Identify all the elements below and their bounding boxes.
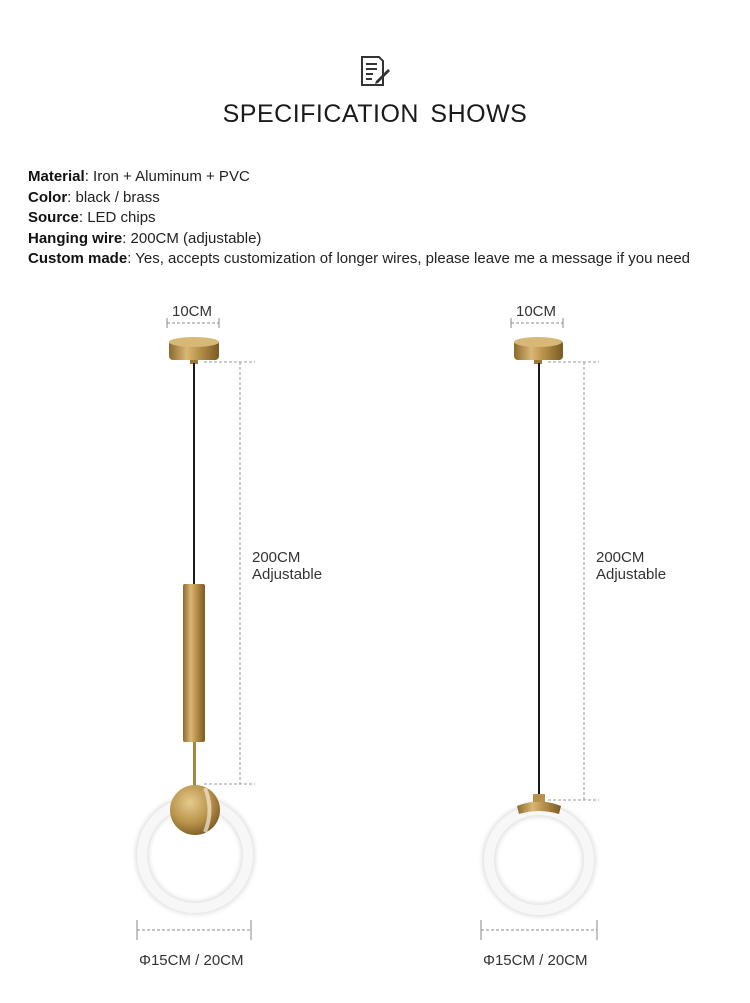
lamp1-ring-diameter: Φ15CM / 20CM: [139, 952, 244, 969]
spec-label: Source: [28, 209, 79, 226]
lamp1-wire-note: Adjustable: [252, 566, 323, 583]
lamp2-wire-note: Adjustable: [596, 566, 667, 583]
spec-value: : black / brass: [67, 188, 160, 206]
lamp1-canopy-width: 10CM: [172, 303, 213, 320]
spec-label: Color: [28, 188, 68, 206]
spec-value: : Iron + Aluminum + PVC: [84, 168, 250, 185]
lamp2-clip: [517, 794, 561, 814]
spec-label: Custom made: [28, 250, 128, 267]
lamp1-tube: [183, 584, 205, 790]
lamp1-wire-length: 200CM: [252, 549, 301, 566]
lamp1-canopy: [169, 337, 219, 364]
lamp2-canopy: [514, 337, 563, 364]
page-title: SPECIFICATION SHOWS: [222, 100, 528, 128]
lamp1-ball: [170, 785, 220, 835]
lamp1-ring-dimension: [137, 920, 251, 940]
lamp2-wire-dimension: [548, 362, 599, 800]
lamp2-ring-dimension: [481, 920, 597, 940]
lamp2-wire-length: 200CM: [596, 549, 645, 566]
spec-label: Material: [28, 168, 85, 185]
lamp1-canopy-dimension: [167, 318, 219, 328]
lamp2-wire-length-label: [596, 549, 666, 583]
spec-value: : Yes, accepts customization of longer wires, please leave me a message if you need: [127, 250, 691, 267]
spec-label: Hanging wire: [28, 229, 123, 247]
lamp2-ring-diameter: Φ15CM / 20CM: [483, 952, 588, 969]
lamp2-ring: [489, 810, 589, 910]
spec-value: : LED chips: [78, 209, 156, 226]
lamp1-wire-dimension: [204, 362, 255, 784]
spec-value: : 200CM (adjustable): [122, 229, 262, 247]
lamp2-canopy-width: 10CM: [516, 303, 557, 320]
